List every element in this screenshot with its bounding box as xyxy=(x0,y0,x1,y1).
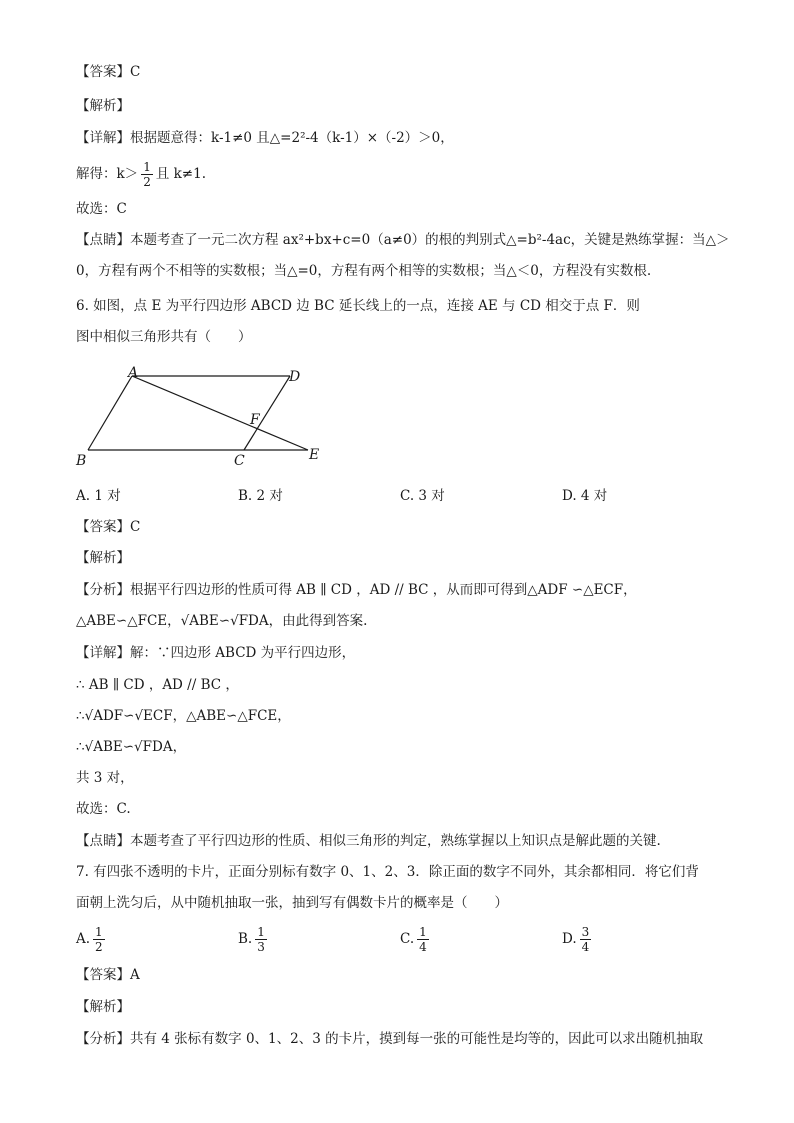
q7-option-c xyxy=(400,925,432,954)
detail-q6-line4: ∴√ABE∽√FDA， xyxy=(76,739,187,755)
label-C: C xyxy=(234,453,245,469)
choose-q6: 故选：C. xyxy=(76,801,131,817)
q7-option-c-fraction xyxy=(417,925,429,954)
label-E: E xyxy=(309,447,320,463)
comment-q5-line1: 【点睛】本题考查了一元二次方程 ax²+bx+c=0（a≠0）的根的判别式△=b²-4ac，关键是熟练掌握：当△＞ xyxy=(76,232,730,248)
label-B: B xyxy=(76,453,87,469)
label-F: F xyxy=(250,412,260,428)
analysis-q6-line2: △ABE∽△FCE，√ABE∽√FDA，由此得到答案. xyxy=(76,613,368,629)
q7-option-a-fraction xyxy=(93,925,105,954)
detail-q6-line1: 【详解】解：∵四边形 ABCD 为平行四边形， xyxy=(76,645,356,661)
fraction-denominator: 3 xyxy=(257,940,265,954)
q6-option-b: B. 2 对 xyxy=(238,488,283,504)
answer-label-q7: 【答案】A xyxy=(76,967,140,983)
detail-q5-line1: 【详解】根据题意得：k-1≠0 且△=2²-4（k-1）×（-2）＞0， xyxy=(76,130,454,146)
q6-option-a: A. 1 对 xyxy=(76,488,121,504)
q7-option-b xyxy=(238,925,270,954)
segment-AE xyxy=(132,376,308,450)
detail-q6-line3: ∴√ADF∽√ECF，△ABE∽△FCE， xyxy=(76,708,291,724)
solve-text-start: 解得：k＞ xyxy=(76,166,139,182)
fraction-one-half xyxy=(141,160,153,189)
analysis-label-q6: 【解析】 xyxy=(76,550,130,566)
question-7-line1: 7. 有四张不透明的卡片，正面分别标有数字 0、1、2、3．除正面的数字不同外，其余都相同．将它们背 xyxy=(76,864,699,880)
detail-q5-line2 xyxy=(76,160,206,189)
q7-option-b-fraction xyxy=(255,925,267,954)
q7-option-d xyxy=(562,925,594,954)
q7-option-b-label: B. xyxy=(238,931,253,947)
q7-option-c-label: C. xyxy=(400,931,415,947)
fraction-numerator: 1 xyxy=(143,160,151,174)
fraction-denominator: 4 xyxy=(581,940,590,954)
q6-option-c: C. 3 对 xyxy=(400,488,445,504)
analysis-label-q7: 【解析】 xyxy=(76,999,130,1015)
segment-AB xyxy=(88,376,132,450)
q7-option-a-label: A. xyxy=(76,931,91,947)
analysis-q7-line1: 【分析】共有 4 张标有数字 0、1、2、3 的卡片，摸到每一张的可能性是均等的，因此可以求出随机抽取 xyxy=(76,1031,704,1047)
detail-q6-line5: 共 3 对， xyxy=(76,770,134,786)
fraction-numerator: 1 xyxy=(419,925,427,939)
fraction-numerator: 3 xyxy=(581,925,590,939)
label-D: D xyxy=(289,369,301,385)
solve-text-end: 且 k≠1. xyxy=(155,166,206,182)
label-A: A xyxy=(128,365,139,381)
question-6-line1: 6. 如图，点 E 为平行四边形 ABCD 边 BC 延长线上的一点，连接 AE 与 CD 相交于点 F．则 xyxy=(76,298,640,314)
analysis-label-q5: 【解析】 xyxy=(76,98,130,114)
fraction-numerator: 1 xyxy=(257,925,265,939)
question-6-line2: 图中相似三角形共有（ ） xyxy=(76,329,252,345)
analysis-q6-line1: 【分析】根据平行四边形的性质可得 AB ∥ CD ，AD // BC ，从而即可得到△ADF ∽△ECF， xyxy=(76,582,637,598)
fraction-numerator: 1 xyxy=(95,925,103,939)
fraction-denominator: 4 xyxy=(419,940,427,954)
fraction-denominator: 2 xyxy=(143,175,151,189)
q6-option-d: D. 4 对 xyxy=(562,488,608,504)
fraction-denominator: 2 xyxy=(95,940,103,954)
comment-q5-line2: 0，方程有两个不相等的实数根；当△=0，方程有两个相等的实数根；当△＜0，方程没有实数根. xyxy=(76,263,652,279)
answer-label-q6: 【答案】C xyxy=(76,519,141,535)
q7-option-a xyxy=(76,925,108,954)
choose-q5: 故选：C xyxy=(76,201,127,217)
q7-option-d-fraction xyxy=(580,925,592,954)
detail-q6-line2: ∴ AB ∥ CD ，AD // BC ， xyxy=(76,677,239,693)
question-7-line2: 面朝上洗匀后，从中随机抽取一张，抽到写有偶数卡片的概率是（ ） xyxy=(76,895,508,911)
parallelogram-diagram xyxy=(70,364,340,474)
comment-q6: 【点睛】本题考查了平行四边形的性质、相似三角形的判定，熟练掌握以上知识点是解此题的关键. xyxy=(76,833,661,849)
q7-option-d-label: D. xyxy=(562,931,577,947)
answer-label-q5: 【答案】C xyxy=(76,64,141,80)
